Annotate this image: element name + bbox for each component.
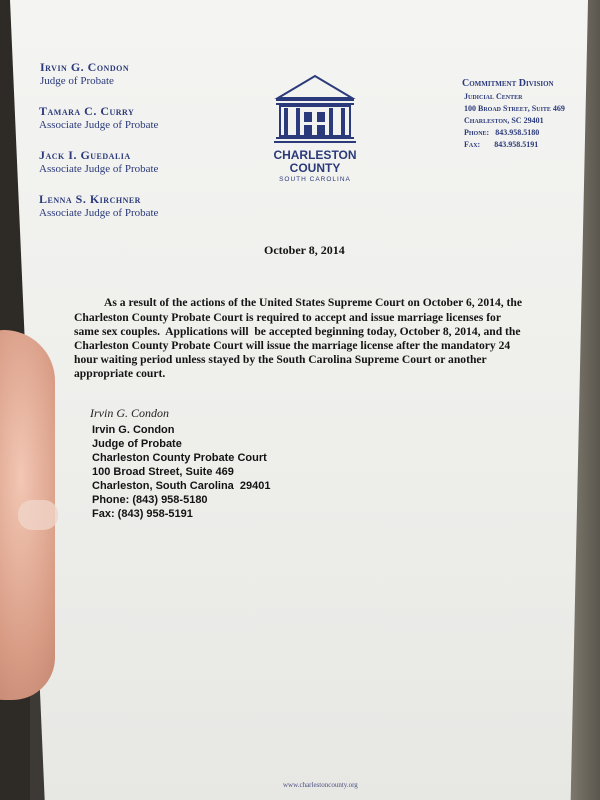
signature-address-2: Charleston, South Carolina 29401 (92, 480, 271, 492)
judge-name-4: Lenna S. Kirchner (39, 192, 141, 206)
division-line-3: Charleston, SC 29401 (464, 116, 544, 125)
body-line-1: As a result of the actions of the United States Supreme Court on October 6, 2014, the (104, 296, 522, 309)
handwritten-signature: Irvin G. Condon (90, 406, 169, 420)
logo-text-state: SOUTH CAROLINA (279, 176, 351, 183)
letter-date: October 8, 2014 (264, 243, 345, 257)
body-line-5: hour waiting period unless stayed by the South Carolina Supreme Court or another (74, 353, 487, 366)
body-line-2: Charleston County Probate Court is required to accept and issue marriage licenses for (74, 311, 501, 324)
division-phone: Phone: 843.958.5180 (464, 128, 540, 137)
logo-text-county: COUNTY (289, 161, 341, 175)
signature-title: Judge of Probate (92, 438, 182, 450)
body-line-6: appropriate court. (74, 367, 166, 380)
division-line-2: 100 Broad Street, Suite 469 (464, 104, 565, 113)
signature-name: Irvin G. Condon (92, 424, 175, 436)
judge-title-3: Associate Judge of Probate (39, 163, 159, 175)
division-name: Commitment Division (462, 78, 554, 89)
logo-text-charleston: CHARLESTON (273, 148, 357, 162)
judge-title-1: Judge of Probate (40, 75, 114, 87)
footer-url: www.charlestoncounty.org (283, 781, 358, 789)
judge-name-2: Tamara C. Curry (39, 104, 135, 118)
body-line-4: Charleston County Probate Court will issue the marriage license after the mandatory 24 (74, 339, 511, 352)
signature-court: Charleston County Probate Court (92, 452, 267, 464)
thumbnail-nail (18, 500, 58, 530)
division-fax: Fax: 843.958.5191 (464, 140, 539, 149)
judge-name-3: Jack I. Guedalia (39, 148, 131, 162)
signature-fax: Fax: (843) 958-5191 (92, 508, 193, 520)
judge-title-4: Associate Judge of Probate (39, 207, 159, 219)
signature-phone: Phone: (843) 958-5180 (92, 494, 208, 506)
judge-title-2: Associate Judge of Probate (39, 119, 159, 131)
judge-name-1: Irvin G. Condon (40, 60, 130, 74)
body-line-3: same sex couples. Applications will be accepted beginning today, October 8, 2014, and the (74, 325, 521, 338)
division-line-1: Judicial Center (464, 92, 523, 101)
signature-address-1: 100 Broad Street, Suite 469 (92, 466, 234, 478)
